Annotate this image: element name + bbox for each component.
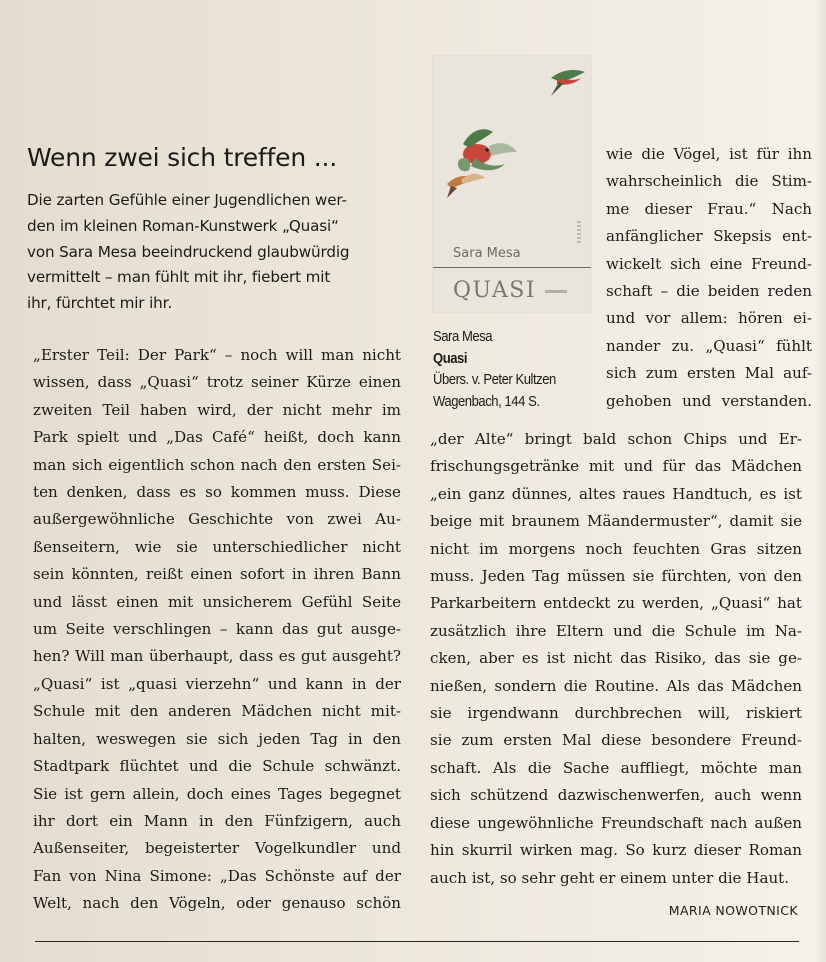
body-line: sie zum ersten Mal diese besondere Freund-: [430, 731, 802, 750]
body-line: wahrscheinlich die Stim-: [606, 172, 812, 191]
teaser-line: ihr, fürchtet mir ihr.: [27, 294, 172, 313]
body-line: Sie ist gern allein, doch eines Tages begegnet: [33, 784, 401, 803]
body-line: auch ist, so sehr geht er einem unter die Haut.: [430, 868, 790, 887]
body-line: nicht im morgens noch feuchten Gras sitzen: [430, 539, 802, 558]
body-line: Park spielt und „Das Café“ heißt, doch kann: [33, 428, 401, 447]
body-line: nießen, sondern die Routine. Als das Mädchen: [430, 676, 802, 695]
body-line: anfänglicher Skepsis ent-: [606, 227, 812, 246]
body-line: und lässt einen mit unsicherem Gefühl Seite: [33, 592, 401, 611]
book-info-publisher: Wagenbach, 144 S.: [433, 393, 540, 410]
body-line: ihr dort ein Mann in den Fünfzigern, auch: [33, 811, 401, 830]
book-cover: [433, 56, 591, 312]
book-info-translation: Übers. v. Peter Kultzen: [433, 372, 556, 388]
body-line: ten denken, dass es so kommen muss. Diese: [33, 483, 401, 502]
book-info-title: Quasi: [433, 350, 468, 367]
body-line: Außenseiter, begeisterter Vogelkundler und: [33, 839, 401, 858]
body-line: sich zum ersten Mal auf-: [606, 364, 812, 383]
body-column-left: [33, 342, 401, 918]
teaser-line: vermittelt – man fühlt mit ihr, fiebert mit: [27, 268, 331, 287]
book-info-author: Sara Mesa: [433, 329, 493, 345]
reviewer-name: MARIA NOWOTNICK: [668, 903, 798, 918]
body-line: schaft. Als die Sache auffliegt, möchte man: [430, 758, 802, 777]
body-line: sein könnten, reißt einen sofort in ihren Bann: [33, 565, 401, 584]
body-line: „Erster Teil: Der Park“ – noch will man nicht: [33, 346, 401, 364]
body-line: „Quasi“ ist „quasi vierzehn“ und kann in der: [33, 674, 401, 693]
body-line: me dieser Frau.“ Nach: [606, 199, 812, 218]
body-line: hen? Will man überhaupt, dass es gut ausgeht?: [33, 647, 401, 666]
body-line: muss. Jeden Tag müssen sie fürchten, von den: [430, 567, 802, 586]
body-line: außergewöhnliche Geschichte von zwei Au-: [33, 510, 401, 529]
body-line: wie die Vögel, ist für ihn: [606, 145, 812, 163]
teaser-line: von Sara Mesa beeindruckend glaubwürdig: [27, 242, 350, 261]
body-line: wickelt sich eine Freund-: [606, 254, 812, 273]
body-column-right-top: [606, 141, 812, 415]
body-line: zweiten Teil haben wird, der nicht mehr im: [33, 400, 401, 419]
footer-divider: [35, 941, 799, 942]
body-line: nander zu. „Quasi“ fühlt: [606, 336, 812, 355]
cover-divider: [433, 267, 591, 268]
page-edge-shadow: [814, 0, 826, 962]
teaser-line: den im kleinen Roman-Kunstwerk „Quasi“: [27, 216, 339, 235]
body-line: wissen, dass „Quasi“ trotz seiner Kürze einen: [33, 373, 401, 392]
body-line: Schule mit den anderen Mädchen nicht mit-: [33, 702, 401, 721]
book-info: [433, 327, 570, 413]
body-line: beige mit braunem Mäandermuster“, damit sie: [430, 512, 802, 531]
body-line: „ein ganz dünnes, altes raues Handtuch, es ist: [430, 484, 802, 503]
cover-title: QUASI: [453, 278, 537, 303]
article-teaser: [27, 188, 397, 317]
body-line: Stadtpark flüchtet und die Schule schwänzt.: [33, 757, 401, 776]
body-line: sie irgendwann durchbrechen will, riskiert: [430, 704, 802, 723]
body-line: diese ungewöhnliche Freundschaft nach außen: [430, 813, 802, 832]
body-line: um Seite verschlingen – kann das gut ausge-: [33, 620, 401, 639]
article-headline: Wenn zwei sich treffen ...: [27, 143, 337, 172]
body-line: ßenseitern, wie sie unterschiedlicher nicht: [33, 537, 401, 556]
cover-publisher-mark: [545, 290, 567, 293]
teaser-line: Die zarten Gefühle einer Jugendlichen wer-: [27, 191, 347, 209]
cover-spine-mark: [577, 221, 581, 243]
body-line: frischungsgetränke mit und für das Mädchen: [430, 457, 802, 476]
body-line: cken, aber es ist nicht das Risiko, das sie ge-: [430, 649, 802, 668]
body-line: und vor allem: hören ei-: [606, 309, 812, 328]
bird-illustration-icon: [433, 56, 591, 312]
cover-author: Sara Mesa: [453, 246, 521, 261]
body-line: halten, weswegen sie sich jeden Tag in den: [33, 729, 401, 748]
body-column-right-bottom: [430, 426, 802, 892]
body-line: hin skurril wirken mag. So kurz dieser Roman: [430, 841, 802, 860]
body-line: schaft – die beiden reden: [606, 282, 812, 301]
body-line: gehoben und verstanden.: [606, 391, 812, 410]
body-line: sich schützend dazwischenwerfen, auch wenn: [430, 786, 802, 805]
body-line: man sich eigentlich schon nach den ersten Sei-: [33, 455, 401, 474]
body-line: Parkarbeitern entdeckt zu werden, „Quasi“ hat: [430, 594, 802, 613]
body-line: „der Alte“ bringt bald schon Chips und Er-: [430, 430, 802, 448]
body-line: Fan von Nina Simone: „Das Schönste auf der: [33, 866, 401, 885]
body-line: Welt, nach den Vögeln, oder genauso schön: [33, 894, 401, 913]
body-line: zusätzlich ihre Eltern und die Schule im Na-: [430, 621, 802, 640]
